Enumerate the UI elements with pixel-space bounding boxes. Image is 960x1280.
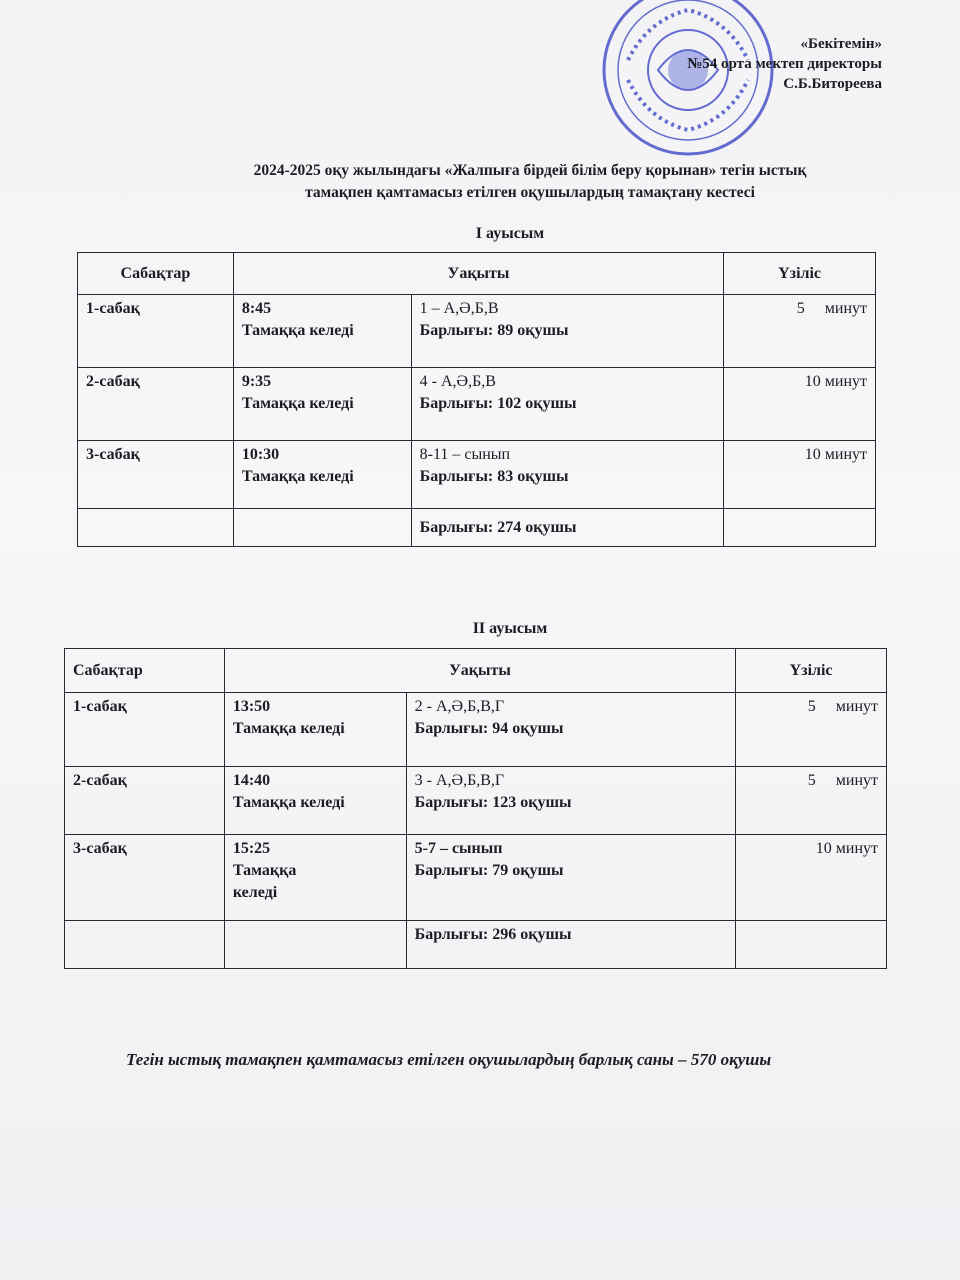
total-row [78,509,876,547]
time-value: 13:50 [232,698,271,715]
approval-block [687,34,882,94]
empty-cell [736,921,887,969]
time-cell [233,441,411,509]
table-row [78,368,876,441]
empty-cell [65,921,225,969]
shift-1-title: І ауысым [475,225,545,242]
table-row [65,835,887,921]
header-break: Үзіліс [724,253,876,295]
count-value: Барлығы: 123 оқушы [414,794,572,811]
lesson-cell: 2-сабақ [78,368,234,441]
header-lessons: Сабақтар [65,649,225,693]
total-cell: Барлығы: 296 оқушы [406,921,735,969]
table-row [65,693,887,767]
header-time: Уақыты [224,649,735,693]
break-cell: 10 минут [736,835,887,921]
classes-cell [406,767,735,835]
time-note: Тамаққа келеді [241,395,354,412]
classes-value: 3 - А,Ә,Б,В,Г [414,772,505,789]
time-value: 8:45 [241,300,272,317]
classes-cell [406,693,735,767]
classes-value: 1 – А,Ә,Б,В [419,300,499,317]
classes-value: 5-7 – сынып [414,840,503,857]
time-cell [233,295,411,368]
count-value: Барлығы: 94 оқушы [414,720,564,737]
lesson-cell: 1-сабақ [65,693,225,767]
count-value: Барлығы: 89 оқушы [419,322,569,339]
total-row [65,921,887,969]
classes-cell [411,295,724,368]
empty-cell [224,921,406,969]
shift-2-title: ІІ ауысым [472,620,548,637]
time-value: 15:25 [232,840,271,857]
table-header-row [78,253,876,295]
time-note: Тамаққа келеді [232,794,345,811]
time-note: Тамаққа келеді [241,322,354,339]
classes-value: 4 - А,Ә,Б,В [419,373,496,390]
count-value: Барлығы: 102 оқушы [419,395,577,412]
break-cell: 10 минут [724,441,876,509]
summary-line: Тегін ыстық тамақпен қамтамасыз етілген оқушылардың барлық саны – 570 оқушы [126,1050,772,1069]
shift-2-table [64,648,887,969]
empty-cell [724,509,876,547]
break-cell: 5 минут [724,295,876,368]
director-title: №54 орта мектеп директоры [687,56,882,72]
break-cell: 5 минут [736,693,887,767]
time-note: Тамаққа келеді [241,468,354,485]
time-cell [224,835,406,921]
count-value: Барлығы: 83 оқушы [419,468,569,485]
table-header-row [65,649,887,693]
director-name: С.Б.Битореева [783,76,882,92]
classes-cell [411,441,724,509]
empty-cell [78,509,234,547]
lesson-cell: 2-сабақ [65,767,225,835]
break-cell: 10 минут [724,368,876,441]
table-row [65,767,887,835]
time-cell [224,693,406,767]
table-row [78,295,876,368]
document-title [150,160,910,204]
time-cell [224,767,406,835]
lesson-cell: 3-сабақ [78,441,234,509]
title-line-1: 2024-2025 оқу жылындағы «Жалпыға бірдей білім беру қорынан» тегін ыстық [253,162,807,179]
time-note: Тамаққа келеді [232,720,345,737]
header-time: Уақыты [233,253,723,295]
shift-1-table [77,252,876,547]
table-row [78,441,876,509]
lesson-cell: 3-сабақ [65,835,225,921]
time-value: 14:40 [232,772,271,789]
count-value: Барлығы: 79 оқушы [414,862,564,879]
time-note: Тамаққа келеді [232,862,297,901]
empty-cell [233,509,411,547]
classes-value: 8-11 – сынып [419,446,511,463]
header-break: Үзіліс [736,649,887,693]
lesson-cell: 1-сабақ [78,295,234,368]
classes-value: 2 - А,Ә,Б,В,Г [414,698,505,715]
approve-label: «Бекітемін» [800,36,882,52]
break-cell: 5 минут [736,767,887,835]
title-line-2: тамақпен қамтамасыз етілген оқушылардың тамақтану кестесі [305,184,755,201]
total-cell: Барлығы: 274 оқушы [411,509,724,547]
time-cell [233,368,411,441]
classes-cell [411,368,724,441]
time-value: 9:35 [241,373,272,390]
time-value: 10:30 [241,446,280,463]
header-lessons: Сабақтар [78,253,234,295]
classes-cell [406,835,735,921]
